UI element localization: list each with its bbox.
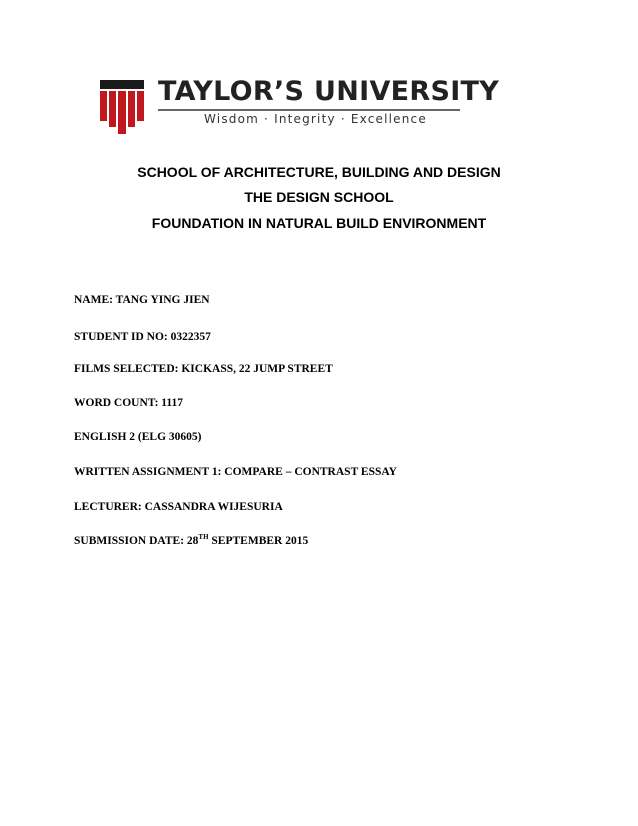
films-selected: FILMS SELECTED: KICKASS, 22 JUMP STREET bbox=[74, 363, 333, 375]
university-name: TAYLOR’S UNIVERSITY bbox=[158, 76, 500, 107]
assignment-title: WRITTEN ASSIGNMENT 1: COMPARE – CONTRAST ESSAY bbox=[74, 466, 397, 478]
submission-date-suffix: SEPTEMBER 2015 bbox=[208, 535, 309, 547]
university-motto: Wisdom · Integrity · Excellence bbox=[204, 112, 427, 126]
submission-date-prefix: SUBMISSION DATE: 28 bbox=[74, 535, 199, 547]
student-id: STUDENT ID NO: 0322357 bbox=[74, 331, 211, 343]
design-school-heading: THE DESIGN SCHOOL bbox=[244, 189, 394, 205]
student-name: NAME: TANG YING JIEN bbox=[74, 294, 210, 306]
submission-date bbox=[74, 535, 308, 547]
programme-heading: FOUNDATION IN NATURAL BUILD ENVIRONMENT bbox=[151, 215, 487, 231]
submission-date-ordinal: TH bbox=[198, 533, 209, 542]
school-heading: SCHOOL OF ARCHITECTURE, BUILDING AND DESIGN bbox=[137, 164, 501, 180]
word-count: WORD COUNT: 1117 bbox=[74, 397, 184, 409]
university-crest-icon bbox=[100, 80, 144, 134]
lecturer: LECTURER: CASSANDRA WIJESURIA bbox=[74, 501, 283, 513]
university-logo bbox=[100, 72, 500, 134]
course-code: ENGLISH 2 (ELG 30605) bbox=[74, 431, 202, 443]
logo-divider bbox=[158, 109, 460, 111]
